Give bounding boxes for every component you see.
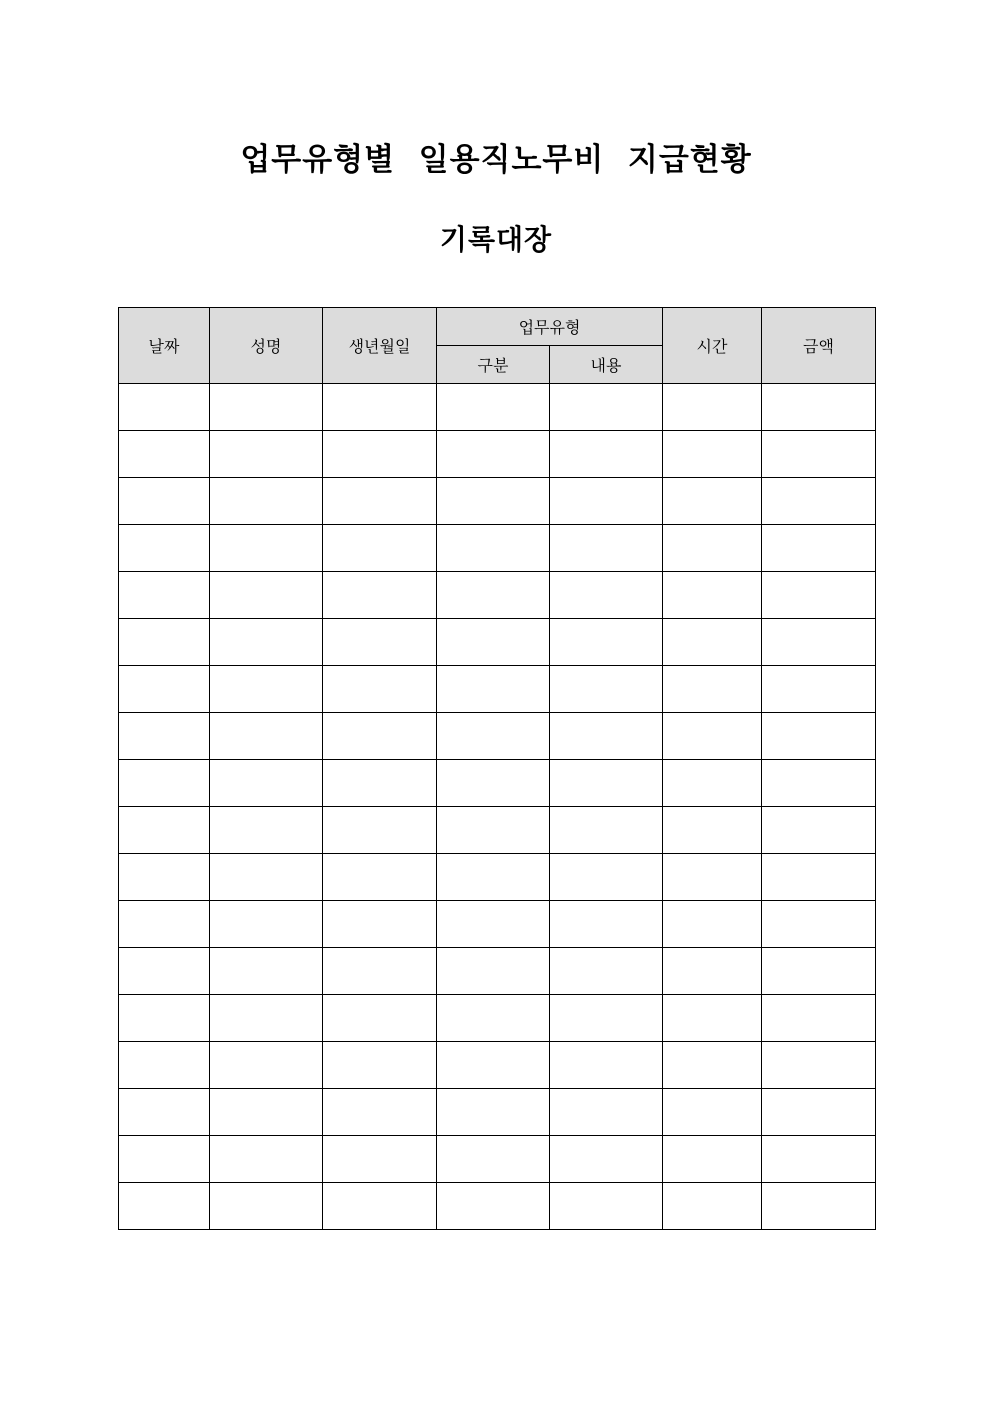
name-cell[interactable] [210, 384, 323, 431]
content-cell[interactable] [550, 666, 663, 713]
amount-cell[interactable] [762, 1183, 876, 1230]
name-cell[interactable] [210, 1183, 323, 1230]
category-cell[interactable] [437, 713, 550, 760]
hours-cell[interactable] [663, 1183, 762, 1230]
date-cell[interactable] [119, 948, 210, 995]
date-cell[interactable] [119, 525, 210, 572]
content-cell[interactable] [550, 713, 663, 760]
date-cell[interactable] [119, 666, 210, 713]
content-cell[interactable] [550, 1183, 663, 1230]
amount-cell[interactable] [762, 713, 876, 760]
date-cell[interactable] [119, 901, 210, 948]
hours-cell[interactable] [663, 995, 762, 1042]
content-cell[interactable] [550, 854, 663, 901]
name-cell[interactable] [210, 431, 323, 478]
header-date: 날짜 [119, 308, 210, 384]
table-row [119, 619, 876, 666]
name-cell[interactable] [210, 666, 323, 713]
amount-cell[interactable] [762, 995, 876, 1042]
amount-cell[interactable] [762, 1136, 876, 1183]
ledger-body [119, 384, 876, 1230]
amount-cell[interactable] [762, 478, 876, 525]
amount-cell[interactable] [762, 854, 876, 901]
date-cell[interactable] [119, 1183, 210, 1230]
date-cell[interactable] [119, 807, 210, 854]
name-cell[interactable] [210, 478, 323, 525]
birthdate-cell[interactable] [323, 807, 437, 854]
header-hours: 시간 [663, 308, 762, 384]
hours-cell[interactable] [663, 854, 762, 901]
name-cell[interactable] [210, 525, 323, 572]
content-cell[interactable] [550, 1089, 663, 1136]
content-cell[interactable] [550, 384, 663, 431]
date-cell[interactable] [119, 384, 210, 431]
amount-cell[interactable] [762, 807, 876, 854]
table-row [119, 713, 876, 760]
table-row [119, 525, 876, 572]
name-cell[interactable] [210, 713, 323, 760]
birthdate-cell[interactable] [323, 572, 437, 619]
date-cell[interactable] [119, 619, 210, 666]
table-row [119, 1042, 876, 1089]
header-work-type: 업무유형 [437, 308, 663, 346]
name-cell[interactable] [210, 760, 323, 807]
table-row [119, 948, 876, 995]
hours-cell[interactable] [663, 760, 762, 807]
table-row [119, 384, 876, 431]
hours-cell[interactable] [663, 619, 762, 666]
category-cell[interactable] [437, 1089, 550, 1136]
category-cell[interactable] [437, 948, 550, 995]
content-cell[interactable] [550, 478, 663, 525]
content-cell[interactable] [550, 431, 663, 478]
name-cell[interactable] [210, 1136, 323, 1183]
table-row [119, 1089, 876, 1136]
amount-cell[interactable] [762, 1089, 876, 1136]
category-cell[interactable] [437, 431, 550, 478]
amount-cell[interactable] [762, 666, 876, 713]
birthdate-cell[interactable] [323, 854, 437, 901]
birthdate-cell[interactable] [323, 666, 437, 713]
document-title: 업무유형별 일용직노무비 지급현황 [240, 142, 752, 178]
hours-cell[interactable] [663, 948, 762, 995]
name-cell[interactable] [210, 854, 323, 901]
category-cell[interactable] [437, 525, 550, 572]
birthdate-cell[interactable] [323, 1183, 437, 1230]
document-subtitle: 기록대장 [439, 223, 553, 256]
amount-cell[interactable] [762, 619, 876, 666]
table-row [119, 854, 876, 901]
content-cell[interactable] [550, 760, 663, 807]
date-cell[interactable] [119, 713, 210, 760]
name-cell[interactable] [210, 619, 323, 666]
date-cell[interactable] [119, 1042, 210, 1089]
hours-cell[interactable] [663, 1089, 762, 1136]
content-cell[interactable] [550, 1136, 663, 1183]
header-category: 구분 [437, 346, 550, 384]
table-row [119, 807, 876, 854]
date-cell[interactable] [119, 572, 210, 619]
amount-cell[interactable] [762, 760, 876, 807]
birthdate-cell[interactable] [323, 995, 437, 1042]
table-row [119, 760, 876, 807]
date-cell[interactable] [119, 478, 210, 525]
amount-cell[interactable] [762, 948, 876, 995]
table-row [119, 478, 876, 525]
birthdate-cell[interactable] [323, 384, 437, 431]
birthdate-cell[interactable] [323, 478, 437, 525]
content-cell[interactable] [550, 572, 663, 619]
table-row [119, 1136, 876, 1183]
hours-cell[interactable] [663, 525, 762, 572]
content-cell[interactable] [550, 948, 663, 995]
content-cell[interactable] [550, 995, 663, 1042]
category-cell[interactable] [437, 760, 550, 807]
amount-cell[interactable] [762, 901, 876, 948]
hours-cell[interactable] [663, 666, 762, 713]
amount-cell[interactable] [762, 384, 876, 431]
category-cell[interactable] [437, 619, 550, 666]
birthdate-cell[interactable] [323, 619, 437, 666]
amount-cell[interactable] [762, 525, 876, 572]
birthdate-cell[interactable] [323, 1136, 437, 1183]
date-cell[interactable] [119, 1089, 210, 1136]
birthdate-cell[interactable] [323, 525, 437, 572]
amount-cell[interactable] [762, 431, 876, 478]
content-cell[interactable] [550, 901, 663, 948]
category-cell[interactable] [437, 854, 550, 901]
birthdate-cell[interactable] [323, 431, 437, 478]
amount-cell[interactable] [762, 572, 876, 619]
name-cell[interactable] [210, 807, 323, 854]
table-row [119, 666, 876, 713]
date-cell[interactable] [119, 995, 210, 1042]
content-cell[interactable] [550, 807, 663, 854]
name-cell[interactable] [210, 948, 323, 995]
table-row [119, 901, 876, 948]
content-cell[interactable] [550, 619, 663, 666]
hours-cell[interactable] [663, 478, 762, 525]
birthdate-cell[interactable] [323, 948, 437, 995]
name-cell[interactable] [210, 901, 323, 948]
table-row [119, 572, 876, 619]
hours-cell[interactable] [663, 431, 762, 478]
category-cell[interactable] [437, 807, 550, 854]
table-row [119, 431, 876, 478]
header-name: 성명 [210, 308, 323, 384]
hours-cell[interactable] [663, 901, 762, 948]
birthdate-cell[interactable] [323, 713, 437, 760]
category-cell[interactable] [437, 384, 550, 431]
content-cell[interactable] [550, 525, 663, 572]
name-cell[interactable] [210, 1089, 323, 1136]
name-cell[interactable] [210, 995, 323, 1042]
category-cell[interactable] [437, 572, 550, 619]
name-cell[interactable] [210, 1042, 323, 1089]
category-cell[interactable] [437, 666, 550, 713]
birthdate-cell[interactable] [323, 1089, 437, 1136]
content-cell[interactable] [550, 1042, 663, 1089]
birthdate-cell[interactable] [323, 1042, 437, 1089]
amount-cell[interactable] [762, 1042, 876, 1089]
category-cell[interactable] [437, 995, 550, 1042]
birthdate-cell[interactable] [323, 901, 437, 948]
hours-cell[interactable] [663, 713, 762, 760]
date-cell[interactable] [119, 854, 210, 901]
table-row [119, 1183, 876, 1230]
category-cell[interactable] [437, 1042, 550, 1089]
hours-cell[interactable] [663, 572, 762, 619]
ledger-table [118, 307, 876, 1230]
header-content: 내용 [550, 346, 663, 384]
date-cell[interactable] [119, 431, 210, 478]
birthdate-cell[interactable] [323, 760, 437, 807]
header-amount: 금액 [762, 308, 876, 384]
category-cell[interactable] [437, 478, 550, 525]
category-cell[interactable] [437, 1183, 550, 1230]
name-cell[interactable] [210, 572, 323, 619]
hours-cell[interactable] [663, 807, 762, 854]
hours-cell[interactable] [663, 384, 762, 431]
hours-cell[interactable] [663, 1136, 762, 1183]
header-birthdate: 생년월일 [323, 308, 437, 384]
table-row [119, 995, 876, 1042]
hours-cell[interactable] [663, 1042, 762, 1089]
category-cell[interactable] [437, 901, 550, 948]
date-cell[interactable] [119, 760, 210, 807]
date-cell[interactable] [119, 1136, 210, 1183]
category-cell[interactable] [437, 1136, 550, 1183]
